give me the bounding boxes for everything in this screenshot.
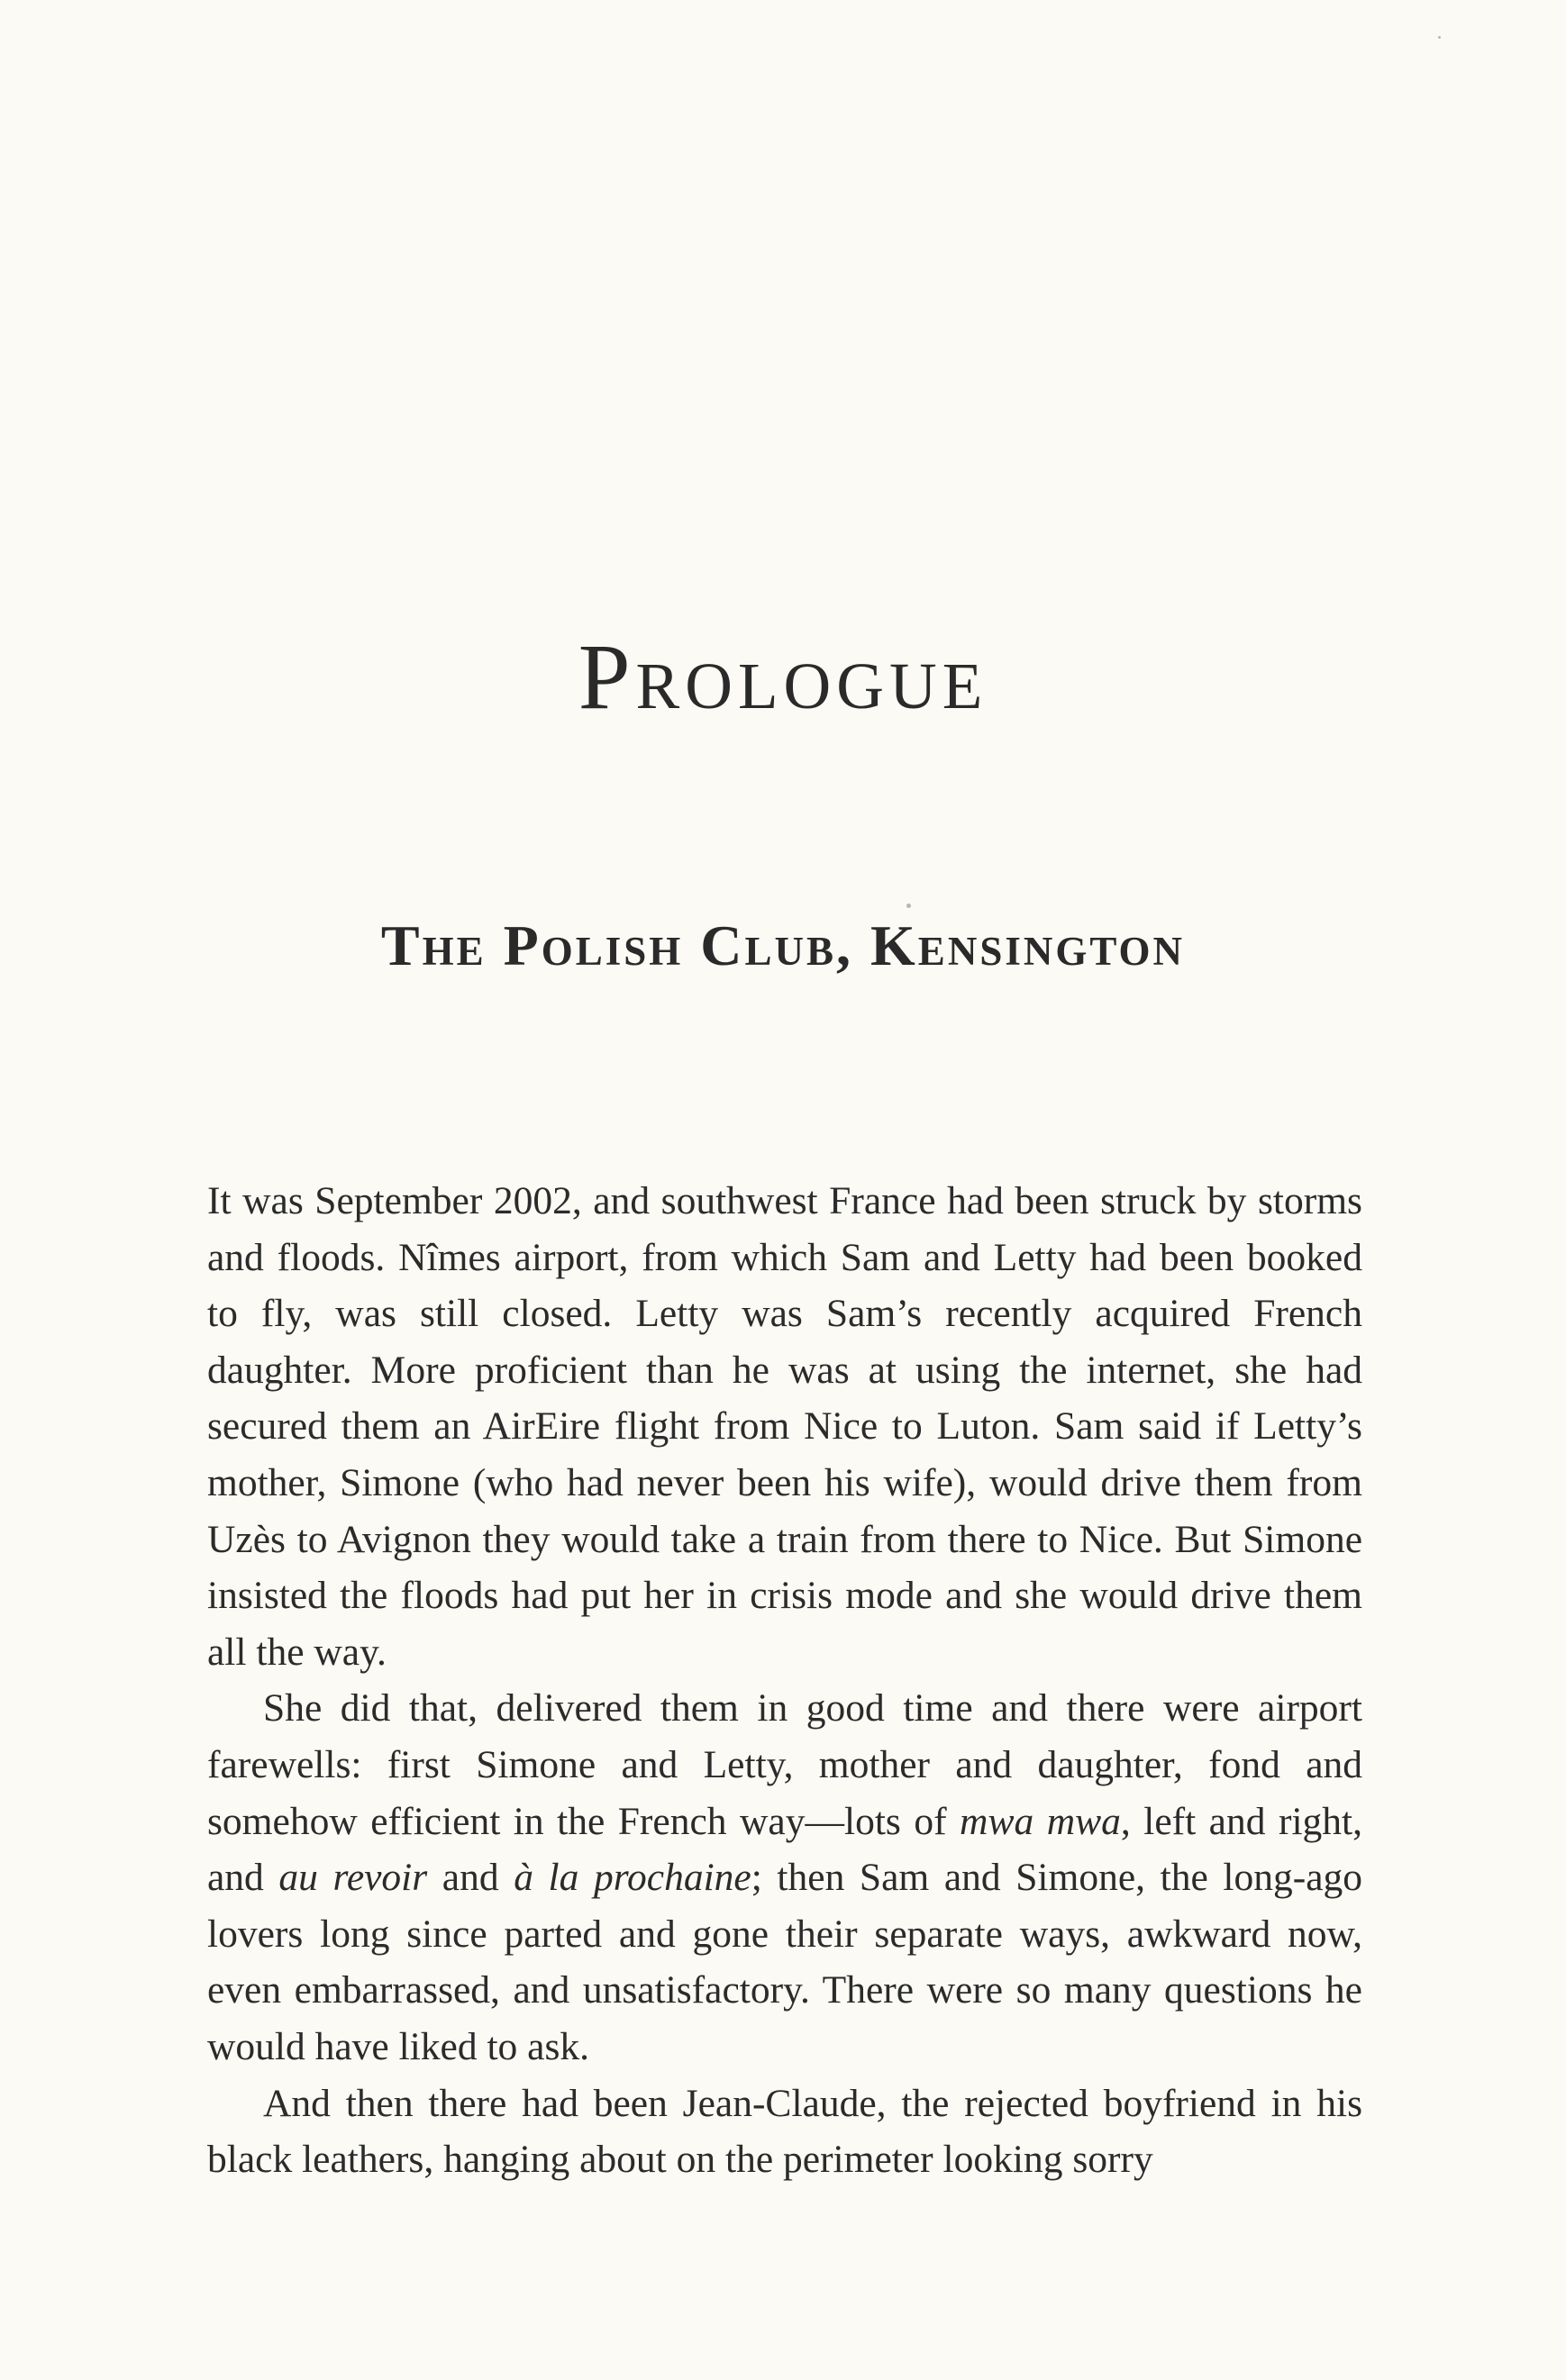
chapter-title: Prologue: [578, 625, 988, 729]
paper-speck: [1438, 36, 1441, 39]
body-text: [207, 1173, 1362, 2188]
chapter-subtitle: The Polish Club, Kensington: [380, 913, 1186, 977]
paragraph-2-italic-2: au revoir: [278, 1856, 428, 1900]
paragraph-2-italic-3: à la prochaine: [514, 1856, 751, 1900]
paragraph-2-part-1: She did that, delivered them in good time and there were airport farewells: first Simone and Letty, mother and daughter, fond and somehow efficient in the French way—lots of: [207, 1686, 1362, 1843]
paragraph-2-part-2: , left and right, and: [207, 1799, 1362, 1900]
paragraph-1: It was September 2002, and southwest France had been struck by storms and floods. Nîmes airport, from which Sam and Letty had been booked to fly, was still closed. Letty was Sam’s recently acquired French daughter. More proficient than he was at using the internet, she had secured them an AirEire flight from Nice to Luton. Sam said if Letty’s mother, Simone (who had never been his wife), would drive them from Uzès to Avignon they would take a train from there to Nice. But Simone insisted the floods had put her in crisis mode and she would drive them all the way.: [207, 1179, 1362, 1674]
paragraph-2-part-4: ; then Sam and Simone, the long-ago lovers long since parted and gone their separate ways, awkward now, even embarrassed, and unsatisfactory. There were so many questions he would have liked to ask.: [207, 1856, 1362, 2068]
paragraph-2-italic-1: mwa mwa: [960, 1799, 1121, 1843]
paragraph-3: And then there had been Jean-Claude, the rejected boyfriend in his black leathers, hanging about on the perimeter looking sorry: [207, 2081, 1362, 2182]
paragraph-2-part-3: and: [427, 1856, 514, 1900]
paragraph-2: [207, 1680, 1362, 2075]
paper-speck: [906, 904, 911, 908]
